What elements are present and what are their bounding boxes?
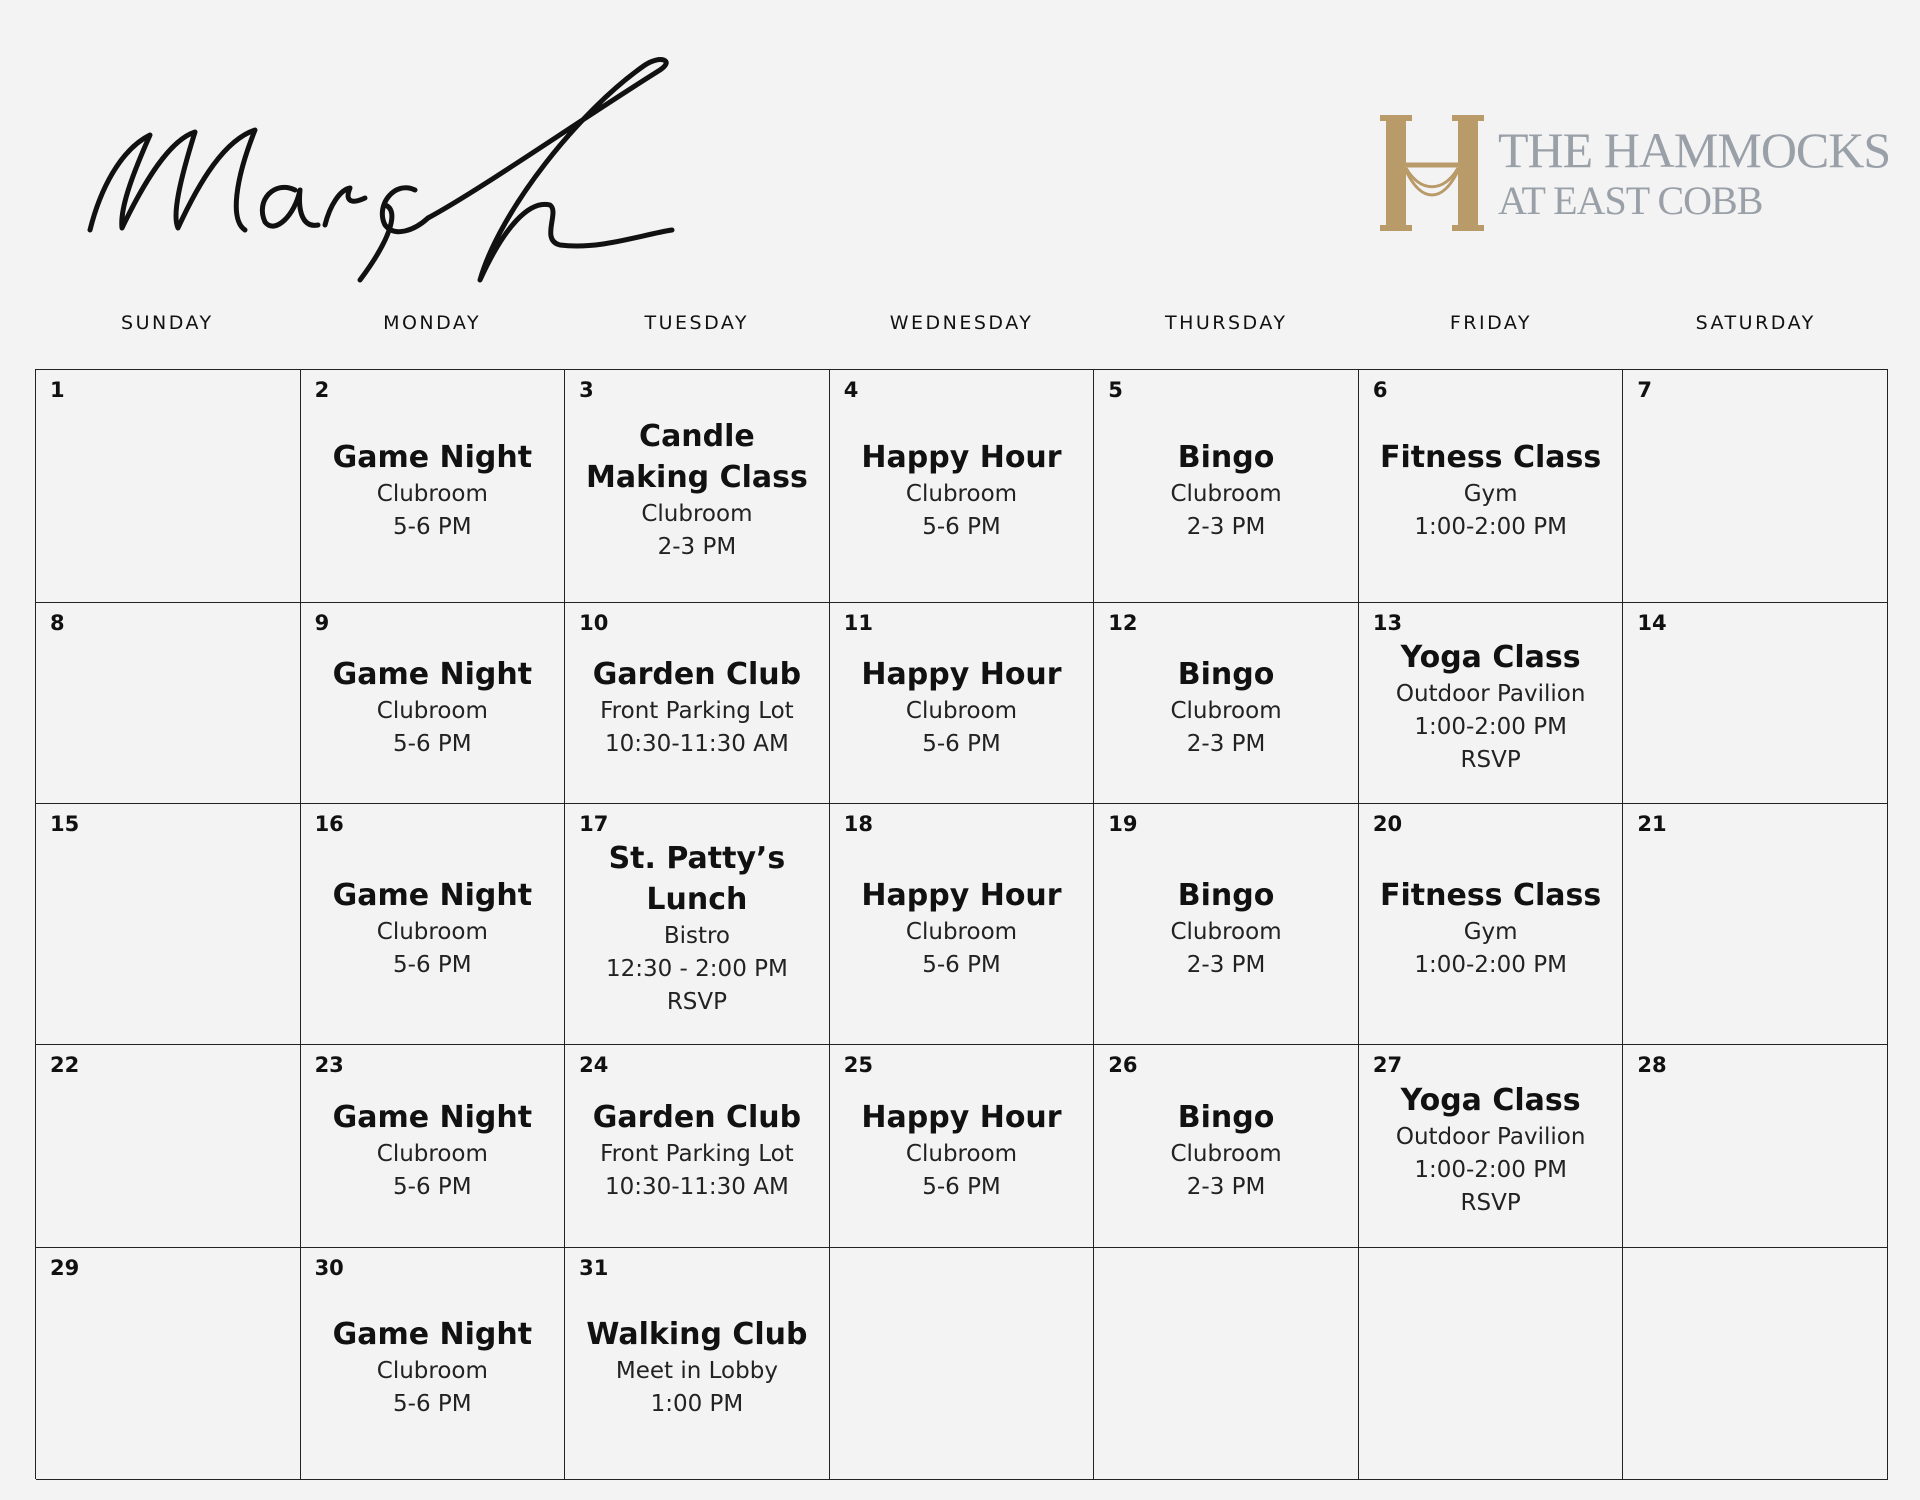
day-number: 7 [1637, 378, 1653, 402]
weekday-wednesday: WEDNESDAY [889, 312, 1034, 334]
event-detail: Clubroom [905, 480, 1018, 507]
event-detail: 2-3 PM [657, 534, 737, 560]
event-detail: 10:30-11:30 AM [605, 730, 789, 757]
day-cell [830, 804, 1095, 1045]
event-detail: Clubroom [376, 480, 488, 507]
day-number: 18 [843, 812, 873, 836]
day-cell [301, 370, 566, 603]
event-title: Bingo [1177, 1099, 1275, 1135]
event-title: Happy Hour [861, 1099, 1062, 1135]
weekday-sunday: SUNDAY [121, 312, 214, 334]
day-number: 20 [1372, 812, 1403, 836]
event-detail: 5-6 PM [393, 730, 472, 757]
day-cell [1623, 1045, 1888, 1248]
event-title: Yoga Class [1400, 640, 1581, 675]
day-cell [565, 370, 830, 603]
day-cell [1359, 370, 1624, 603]
event-detail: 1:00-2:00 PM [1414, 513, 1567, 540]
event-title: Game Night [332, 877, 533, 913]
day-number: 16 [314, 812, 344, 836]
event-detail: 5-6 PM [922, 951, 1001, 978]
empty-day-cell [1359, 1248, 1624, 1480]
event-title: St. Patty’s Lunch [608, 840, 786, 917]
day-cell [830, 370, 1095, 603]
event-detail: Gym [1463, 480, 1518, 507]
event-detail: Clubroom [905, 918, 1018, 945]
logo-name-line1: THE HAMMOCKS [1498, 121, 1891, 178]
event-title: Happy Hour [861, 439, 1062, 475]
day-number: 3 [579, 378, 594, 402]
event-title: Happy Hour [861, 877, 1062, 913]
event-title: Bingo [1177, 656, 1275, 692]
day-cell [1094, 370, 1359, 603]
logo [1380, 110, 1891, 235]
day-number: 8 [50, 611, 65, 635]
event-title: Game Night [332, 1099, 533, 1135]
day-number: 21 [1637, 812, 1667, 836]
empty-day-cell [1094, 1248, 1359, 1480]
day-number: 6 [1372, 378, 1388, 402]
hammock-h-logo-icon [1380, 113, 1484, 233]
weekday-tuesday: TUESDAY [644, 312, 750, 334]
day-cell [830, 1045, 1095, 1248]
event-title: Fitness Class [1380, 439, 1602, 475]
event-title: Candle Making Class [585, 419, 808, 495]
event-detail: 10:30-11:30 AM [605, 1173, 789, 1200]
day-cell [1359, 603, 1624, 804]
event-detail: Clubroom [376, 1140, 488, 1167]
event-detail: Bistro [663, 922, 731, 949]
day-number: 29 [50, 1256, 80, 1280]
empty-day-cell [830, 1248, 1095, 1480]
day-cell [1623, 603, 1888, 804]
day-cell [565, 603, 830, 804]
month-title [60, 40, 680, 290]
event-detail: 1:00-2:00 PM [1414, 714, 1567, 740]
day-cell [301, 1045, 566, 1248]
event-detail: 5-6 PM [922, 513, 1001, 540]
calendar-grid [35, 369, 1888, 1479]
day-cell [36, 370, 301, 603]
day-cell [36, 603, 301, 804]
day-cell [36, 1248, 301, 1480]
day-number: 5 [1108, 378, 1123, 402]
weekday-saturday: SATURDAY [1695, 312, 1816, 334]
event-title: Game Night [332, 439, 533, 475]
event-detail: Clubroom [905, 697, 1018, 724]
day-cell [830, 603, 1095, 804]
event-title: Fitness Class [1380, 877, 1602, 913]
event-detail: RSVP [1460, 747, 1521, 773]
day-cell [1094, 804, 1359, 1045]
event-detail: RSVP [1460, 1190, 1521, 1216]
event-detail: Clubroom [376, 918, 488, 945]
event-title: Game Night [332, 1317, 533, 1352]
event-detail: Clubroom [1170, 697, 1282, 724]
event-detail: 5-6 PM [393, 1173, 472, 1200]
event-detail: Gym [1463, 918, 1518, 945]
event-detail: 5-6 PM [393, 951, 472, 978]
day-number: 13 [1372, 611, 1403, 635]
event-title: Walking Club [586, 1317, 808, 1352]
day-number: 2 [314, 378, 330, 402]
event-detail: Clubroom [376, 697, 488, 724]
event-title: Happy Hour [861, 656, 1062, 692]
event-detail: Outdoor Pavilion [1395, 681, 1586, 707]
day-number: 31 [579, 1256, 609, 1280]
day-number: 22 [50, 1053, 80, 1077]
day-cell [565, 1248, 830, 1480]
day-number: 14 [1637, 611, 1667, 635]
day-cell [1623, 370, 1888, 603]
day-number: 27 [1372, 1053, 1403, 1077]
day-number: 10 [579, 611, 609, 635]
event-detail: 5-6 PM [393, 1391, 472, 1417]
event-title: Garden Club [592, 1099, 802, 1135]
event-title: Yoga Class [1400, 1083, 1581, 1118]
day-cell [1623, 804, 1888, 1045]
event-detail: 5-6 PM [393, 513, 472, 540]
event-detail: 5-6 PM [922, 730, 1001, 757]
event-detail: Front Parking Lot [600, 697, 794, 724]
event-detail: 1:00 PM [650, 1391, 744, 1417]
day-number: 30 [314, 1256, 344, 1280]
weekday-header-row [35, 312, 1888, 334]
day-number: 1 [50, 378, 65, 402]
day-number: 9 [314, 611, 330, 635]
event-detail: 2-3 PM [1186, 951, 1266, 978]
event-detail: Meet in Lobby [615, 1358, 778, 1384]
day-cell [1359, 1045, 1624, 1248]
empty-day-cell [1623, 1248, 1888, 1480]
weekday-monday: MONDAY [383, 312, 482, 334]
event-title: Bingo [1177, 439, 1275, 475]
event-detail: RSVP [666, 988, 728, 1015]
event-detail: Front Parking Lot [600, 1140, 794, 1167]
day-cell [1094, 1045, 1359, 1248]
logo-name-line2: AT EAST COBB [1498, 177, 1763, 223]
day-cell [1359, 804, 1624, 1045]
event-title: Game Night [332, 656, 533, 692]
event-detail: Clubroom [1170, 918, 1282, 945]
day-number: 12 [1108, 611, 1138, 635]
event-detail: Clubroom [1170, 1140, 1282, 1167]
event-detail: 12:30 - 2:00 PM [605, 955, 788, 982]
day-number: 24 [579, 1053, 609, 1077]
event-detail: Clubroom [641, 501, 753, 527]
month-script-lettering [60, 40, 680, 290]
day-number: 4 [843, 378, 859, 402]
day-number: 25 [843, 1053, 873, 1077]
day-cell [565, 804, 830, 1045]
day-number: 17 [579, 812, 609, 836]
day-cell [301, 1248, 566, 1480]
day-cell [565, 1045, 830, 1248]
event-detail: 2-3 PM [1186, 730, 1266, 757]
day-number: 19 [1108, 812, 1138, 836]
day-cell [36, 804, 301, 1045]
day-cell [301, 804, 566, 1045]
event-detail: Outdoor Pavilion [1395, 1124, 1586, 1150]
day-cell [301, 603, 566, 804]
event-detail: Clubroom [905, 1140, 1018, 1167]
event-detail: 5-6 PM [922, 1173, 1001, 1200]
day-cell [36, 1045, 301, 1248]
event-detail: Clubroom [376, 1358, 488, 1384]
day-number: 11 [843, 611, 873, 635]
event-detail: Clubroom [1170, 480, 1282, 507]
day-number: 28 [1637, 1053, 1667, 1077]
day-cell [1094, 603, 1359, 804]
event-detail: 1:00-2:00 PM [1414, 951, 1567, 978]
event-title: Bingo [1177, 877, 1275, 913]
day-number: 26 [1108, 1053, 1138, 1077]
event-detail: 1:00-2:00 PM [1414, 1157, 1567, 1183]
weekday-friday: FRIDAY [1449, 312, 1533, 334]
event-title: Garden Club [592, 656, 802, 692]
event-detail: 2-3 PM [1186, 1173, 1266, 1200]
day-number: 23 [314, 1053, 344, 1077]
weekday-thursday: THURSDAY [1164, 312, 1288, 334]
day-number: 15 [50, 812, 80, 836]
event-detail: 2-3 PM [1186, 513, 1266, 540]
